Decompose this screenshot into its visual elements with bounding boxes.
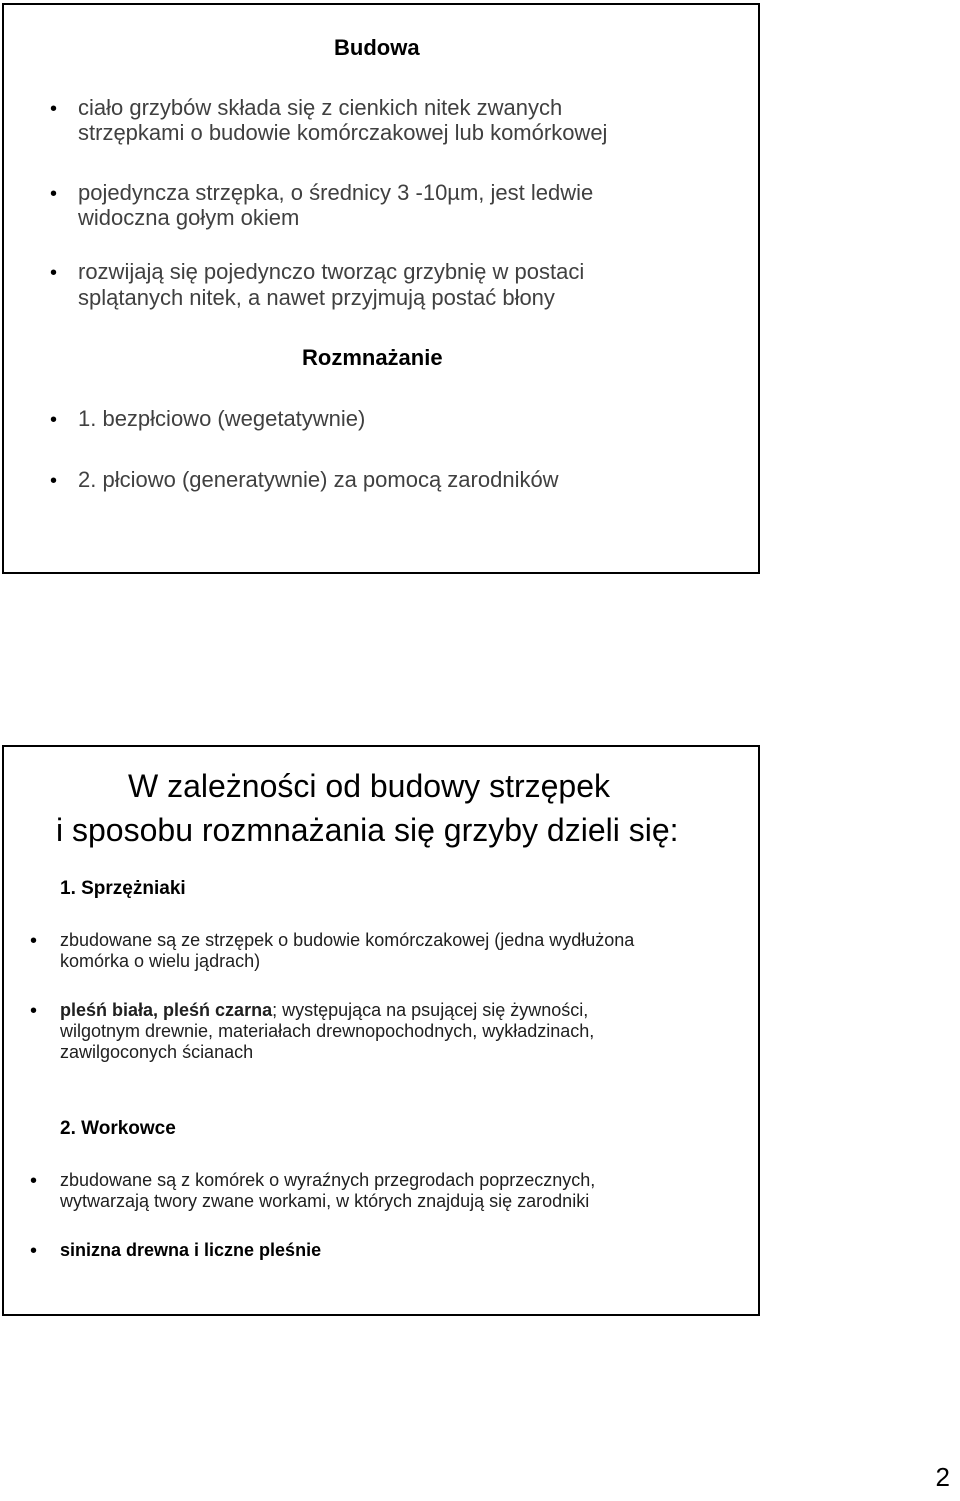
section-heading: Rozmnażanie xyxy=(302,345,443,370)
repro-item: 2. płciowo (generatywnie) za pomocą zarodników xyxy=(78,467,559,492)
page-number: 2 xyxy=(935,1462,950,1492)
bullet-dot: • xyxy=(50,183,58,205)
bullet-dot: • xyxy=(30,930,38,952)
bullet-dot: • xyxy=(50,470,58,492)
bullet-dot: • xyxy=(50,98,58,120)
bullet-text-line: zbudowane są z komórek o wyraźnych przegrodach poprzecznych, xyxy=(60,1170,596,1190)
slide-title: Budowa xyxy=(334,35,420,60)
group-label-workowce: 2. Workowce xyxy=(60,1118,176,1139)
bullet-text-line: zawilgoconych ścianach xyxy=(60,1042,254,1062)
bullet-text-line: ciało grzybów składa się z cienkich nitek zwanych xyxy=(78,95,563,120)
bullet-text-line xyxy=(60,1000,588,1021)
slide-classification xyxy=(2,745,760,1316)
bullet-dot: • xyxy=(30,1000,38,1022)
bold-fragment: pleśń biała, pleśń czarna xyxy=(60,1000,273,1020)
bullet-dot: • xyxy=(50,262,58,284)
bullet-text-line: sinizna drewna i liczne pleśnie xyxy=(60,1240,322,1260)
bullet-text-line: wilgotnym drewnie, materiałach drewnopochodnych, wykładzinach, xyxy=(60,1021,595,1041)
slide-title-line: W zależności od budowy strzępek xyxy=(128,768,610,804)
bullet-text-line: widoczna gołym okiem xyxy=(78,205,300,230)
bullet-dot: • xyxy=(50,409,58,431)
bullet-text-line: splątanych nitek, a nawet przyjmują postać błony xyxy=(78,285,555,310)
bullet-text-line: komórka o wielu jądrach) xyxy=(60,951,261,971)
bullet-dot: • xyxy=(30,1170,38,1192)
bullet-text-line: pojedyncza strzępka, o średnicy 3 -10µm, jest ledwie xyxy=(78,180,594,205)
bullet-text-line: rozwijają się pojedynczo tworząc grzybnię w postaci xyxy=(78,259,585,284)
repro-item: 1. bezpłciowo (wegetatywnie) xyxy=(78,406,366,431)
text-fragment: ; występująca na psującej się żywności, xyxy=(272,1000,589,1020)
bullet-text-line: zbudowane są ze strzępek o budowie komórczakowej (jedna wydłużona xyxy=(60,930,635,950)
bullet-text-line: wytwarzają twory zwane workami, w których znajdują się zarodniki xyxy=(60,1191,590,1211)
group-label-sprzezniaki: 1. Sprzężniaki xyxy=(60,878,186,899)
slide-title-line: i sposobu rozmnażania się grzyby dzieli się: xyxy=(56,812,679,848)
bullet-text-line: strzępkami o budowie komórczakowej lub komórkowej xyxy=(78,120,608,145)
slide-budowa xyxy=(2,3,760,574)
bullet-dot: • xyxy=(30,1240,38,1262)
